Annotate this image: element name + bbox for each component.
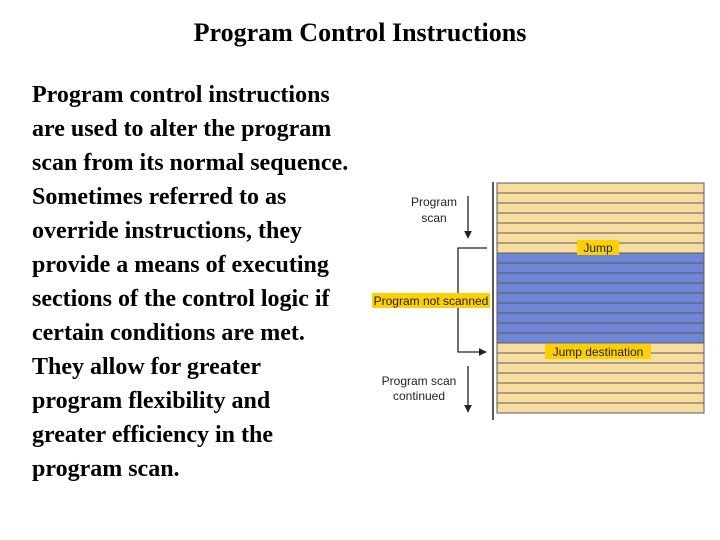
body-line: override instructions, they [32, 218, 302, 244]
scanned-rung [497, 223, 704, 233]
scanned-rung [497, 403, 704, 413]
body-line: are used to alter the program [32, 116, 332, 142]
body-line: provide a means of executing [32, 252, 329, 278]
skipped-rung [497, 333, 704, 343]
scanned-rung [497, 383, 704, 393]
skipped-rung [497, 293, 704, 303]
skipped-rung [497, 323, 704, 333]
jump-label: Jump [583, 241, 613, 255]
scanned-rung [497, 393, 704, 403]
body-line: Sometimes referred to as [32, 184, 287, 210]
body-line: They allow for greater [32, 354, 262, 380]
skipped-rung [497, 313, 704, 323]
body-line: program scan. [32, 456, 180, 482]
page-title: Program Control Instructions [193, 18, 527, 47]
body-line: program flexibility and [32, 388, 271, 414]
scanned-rung [497, 203, 704, 213]
jump-destination-label: Jump destination [552, 345, 644, 359]
skipped-rung [497, 273, 704, 283]
skipped-rung [497, 263, 704, 273]
scanned-rung [497, 363, 704, 373]
scanned-rung [497, 213, 704, 223]
scanned-rung [497, 193, 704, 203]
body-line: sections of the control logic if [32, 286, 330, 312]
not-scanned-label: Program not scanned [373, 294, 489, 308]
skipped-rung [497, 283, 704, 293]
body-line: certain conditions are met. [32, 320, 305, 346]
body-line: scan from its normal sequence. [32, 150, 349, 176]
scan-continued-label-line1: Program scan [381, 374, 457, 388]
program-scan-label-line1: Program [410, 195, 458, 209]
skipped-rung [497, 303, 704, 313]
program-scan-label-line2: scan [421, 211, 447, 225]
body-line: greater efficiency in the [32, 422, 274, 448]
scan-continued-label-line2: continued [392, 389, 446, 403]
scanned-rung [497, 183, 704, 193]
ladder-rungs [497, 183, 704, 413]
body-line: Program control instructions [32, 82, 330, 108]
scanned-rung [497, 373, 704, 383]
